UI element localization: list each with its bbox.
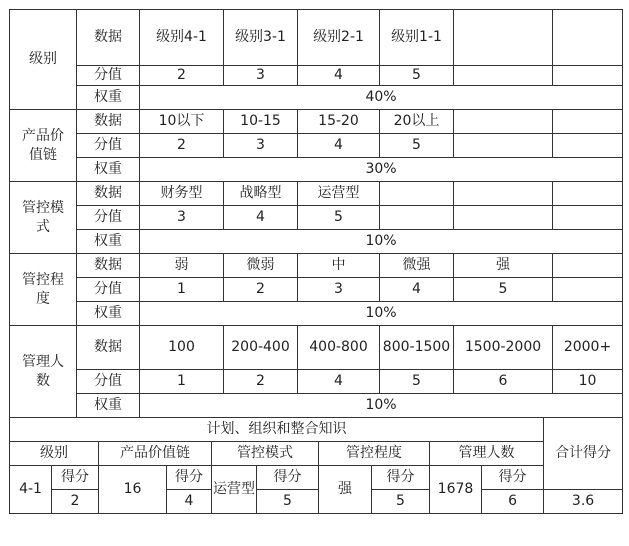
section-name: 管理人数 xyxy=(10,326,77,418)
weight-row-label: 权重 xyxy=(77,302,140,326)
score-row-label: 分值 xyxy=(77,206,140,230)
score-cell: 3 xyxy=(140,206,224,230)
weight-row-label: 权重 xyxy=(77,158,140,182)
score-cell: 4 xyxy=(224,206,298,230)
weight-value: 10% xyxy=(140,394,623,418)
score-cell: 2 xyxy=(224,278,298,302)
degree-score-label: 得分 xyxy=(372,466,430,490)
level-score: 2 xyxy=(52,490,99,514)
degree-score: 5 xyxy=(372,490,430,514)
people-score: 6 xyxy=(482,490,544,514)
weight-row-label: 权重 xyxy=(77,230,140,254)
data-row-label: 数据 xyxy=(77,182,140,206)
people-score-label: 得分 xyxy=(482,466,544,490)
data-cell: 2000+ xyxy=(553,326,623,370)
data-cell: 1500-2000 xyxy=(454,326,553,370)
data-cell xyxy=(553,10,623,66)
data-cell xyxy=(553,110,623,134)
header-chain: 产品价值链 xyxy=(99,442,212,466)
total-header: 合计得分 xyxy=(544,418,623,490)
header-people: 管理人数 xyxy=(430,442,544,466)
data-cell: 级别4-1 xyxy=(140,10,224,66)
data-cell: 800-1500 xyxy=(380,326,454,370)
level-score-label: 得分 xyxy=(52,466,99,490)
chain-score-label: 得分 xyxy=(167,466,212,490)
score-cell xyxy=(454,66,553,86)
score-cell: 3 xyxy=(224,134,298,158)
data-cell: 微强 xyxy=(380,254,454,278)
score-cell: 4 xyxy=(298,370,380,394)
total-score: 3.6 xyxy=(544,490,623,514)
mode-value: 运营型 xyxy=(212,466,257,514)
header-degree: 管控程度 xyxy=(319,442,430,466)
score-cell: 5 xyxy=(298,206,380,230)
score-cell: 5 xyxy=(380,134,454,158)
score-cell: 3 xyxy=(298,278,380,302)
data-cell: 200-400 xyxy=(224,326,298,370)
weight-value: 10% xyxy=(140,302,623,326)
weight-value: 10% xyxy=(140,230,623,254)
data-cell: 中 xyxy=(298,254,380,278)
level-value: 4-1 xyxy=(10,466,52,514)
weight-row-label: 权重 xyxy=(77,86,140,110)
data-cell: 运营型 xyxy=(298,182,380,206)
header-level: 级别 xyxy=(10,442,99,466)
score-cell: 4 xyxy=(380,278,454,302)
degree-value: 强 xyxy=(319,466,372,514)
chain-value: 16 xyxy=(99,466,167,514)
data-cell: 15-20 xyxy=(298,110,380,134)
data-cell: 400-800 xyxy=(298,326,380,370)
data-cell xyxy=(454,10,553,66)
section-name: 产品价值链 xyxy=(10,110,77,182)
weight-row-label: 权重 xyxy=(77,394,140,418)
data-cell: 弱 xyxy=(140,254,224,278)
score-cell xyxy=(454,134,553,158)
section-name: 级别 xyxy=(10,10,77,110)
score-cell: 3 xyxy=(224,66,298,86)
score-cell: 2 xyxy=(140,134,224,158)
score-cell xyxy=(380,206,454,230)
score-row-label: 分值 xyxy=(77,66,140,86)
score-row-label: 分值 xyxy=(77,278,140,302)
score-cell xyxy=(553,206,623,230)
people-value: 1678 xyxy=(430,466,482,514)
score-cell: 5 xyxy=(380,370,454,394)
score-cell: 10 xyxy=(553,370,623,394)
score-cell: 4 xyxy=(298,134,380,158)
summary-table xyxy=(9,417,623,514)
summary-title: 计划、组织和整合知识 xyxy=(10,418,544,442)
weight-value: 40% xyxy=(140,86,623,110)
data-cell: 10以下 xyxy=(140,110,224,134)
score-cell xyxy=(553,134,623,158)
mode-score: 5 xyxy=(257,490,319,514)
chain-score: 4 xyxy=(167,490,212,514)
section-name: 管控程度 xyxy=(10,254,77,326)
data-cell: 微弱 xyxy=(224,254,298,278)
score-cell: 2 xyxy=(224,370,298,394)
data-cell xyxy=(380,182,454,206)
data-cell: 级别1-1 xyxy=(380,10,454,66)
data-cell: 10-15 xyxy=(224,110,298,134)
score-cell xyxy=(553,66,623,86)
data-cell: 财务型 xyxy=(140,182,224,206)
data-cell xyxy=(454,110,553,134)
score-cell: 1 xyxy=(140,278,224,302)
score-cell: 4 xyxy=(298,66,380,86)
score-row-label: 分值 xyxy=(77,134,140,158)
data-cell: 级别3-1 xyxy=(224,10,298,66)
data-cell: 强 xyxy=(454,254,553,278)
header-mode: 管控模式 xyxy=(212,442,319,466)
data-row-label: 数据 xyxy=(77,10,140,66)
score-cell: 5 xyxy=(380,66,454,86)
data-cell xyxy=(553,182,623,206)
data-cell: 100 xyxy=(140,326,224,370)
criteria-table xyxy=(9,9,623,418)
data-cell: 级别2-1 xyxy=(298,10,380,66)
scoring-table-container xyxy=(9,9,623,514)
score-row-label: 分值 xyxy=(77,370,140,394)
data-cell: 20以上 xyxy=(380,110,454,134)
data-cell xyxy=(553,254,623,278)
weight-value: 30% xyxy=(140,158,623,182)
score-cell: 1 xyxy=(140,370,224,394)
score-cell xyxy=(553,278,623,302)
mode-score-label: 得分 xyxy=(257,466,319,490)
score-cell: 5 xyxy=(454,278,553,302)
data-cell xyxy=(454,182,553,206)
data-row-label: 数据 xyxy=(77,326,140,370)
data-row-label: 数据 xyxy=(77,110,140,134)
score-cell xyxy=(454,206,553,230)
section-name: 管控模式 xyxy=(10,182,77,254)
score-cell: 2 xyxy=(140,66,224,86)
data-cell: 战略型 xyxy=(224,182,298,206)
score-cell: 6 xyxy=(454,370,553,394)
data-row-label: 数据 xyxy=(77,254,140,278)
